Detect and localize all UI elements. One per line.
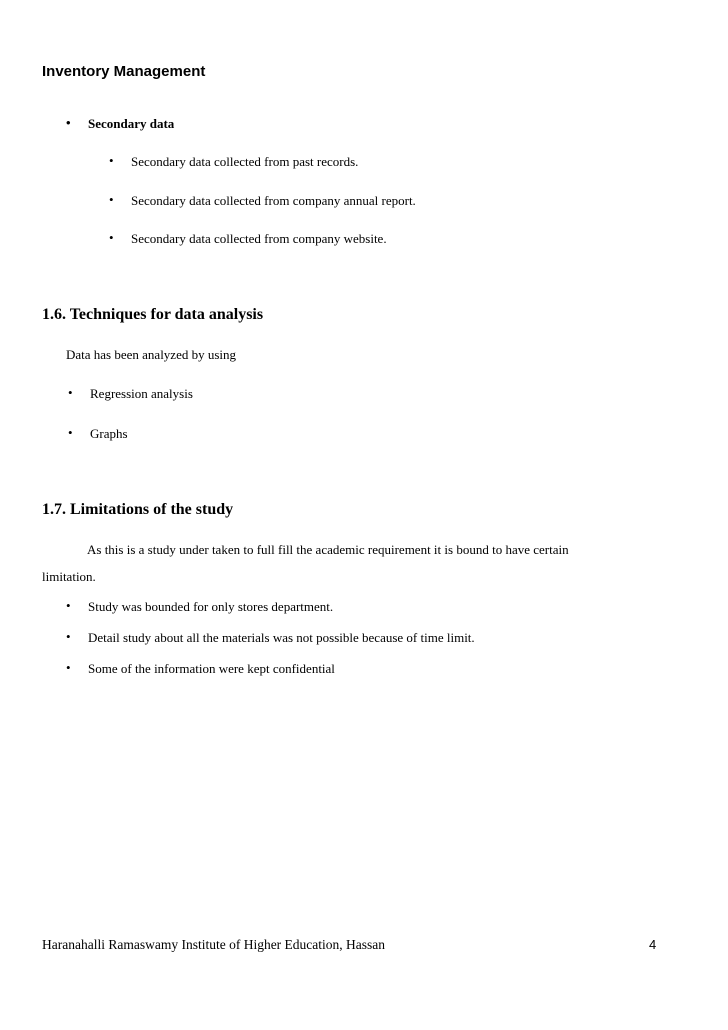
bullet-icon: •	[109, 153, 114, 168]
list-item-text: Graphs	[90, 426, 128, 441]
bullet-icon: •	[66, 660, 71, 675]
list-item-text: Some of the information were kept confidential	[88, 661, 335, 676]
bullet-icon: •	[66, 598, 71, 613]
techniques-intro: Data has been analyzed by using	[66, 347, 237, 362]
bullet-icon: •	[68, 425, 73, 440]
page-header-title: Inventory Management	[42, 63, 206, 80]
bullet-icon: •	[68, 385, 73, 400]
bullet-icon: •	[66, 115, 71, 130]
list-item-text: Regression analysis	[90, 386, 193, 401]
section-title-limitations: 1.7. Limitations of the study	[42, 501, 234, 518]
bullet-icon: •	[109, 192, 114, 207]
footer-institution: Haranahalli Ramaswamy Institute of Higher Education, Hassan	[42, 937, 386, 952]
secondary-data-heading-label: Secondary data	[88, 116, 175, 131]
bullet-icon: •	[66, 629, 71, 644]
list-item-text: Secondary data collected from past records.	[131, 154, 359, 169]
bullet-icon: •	[109, 230, 114, 245]
list-item-text: Detail study about all the materials was not possible because of time limit.	[88, 630, 475, 645]
list-item-text: Study was bounded for only stores department.	[88, 599, 334, 614]
list-item-text: Secondary data collected from company annual report.	[131, 193, 416, 208]
limitations-paragraph-line1: As this is a study under taken to full fill the academic requirement it is bound to have certain	[87, 542, 569, 557]
limitations-paragraph-line2: limitation.	[42, 569, 96, 584]
list-item-text: Secondary data collected from company website.	[131, 231, 387, 246]
page-number: 4	[649, 937, 657, 952]
section-title-techniques: 1.6. Techniques for data analysis	[42, 306, 264, 323]
